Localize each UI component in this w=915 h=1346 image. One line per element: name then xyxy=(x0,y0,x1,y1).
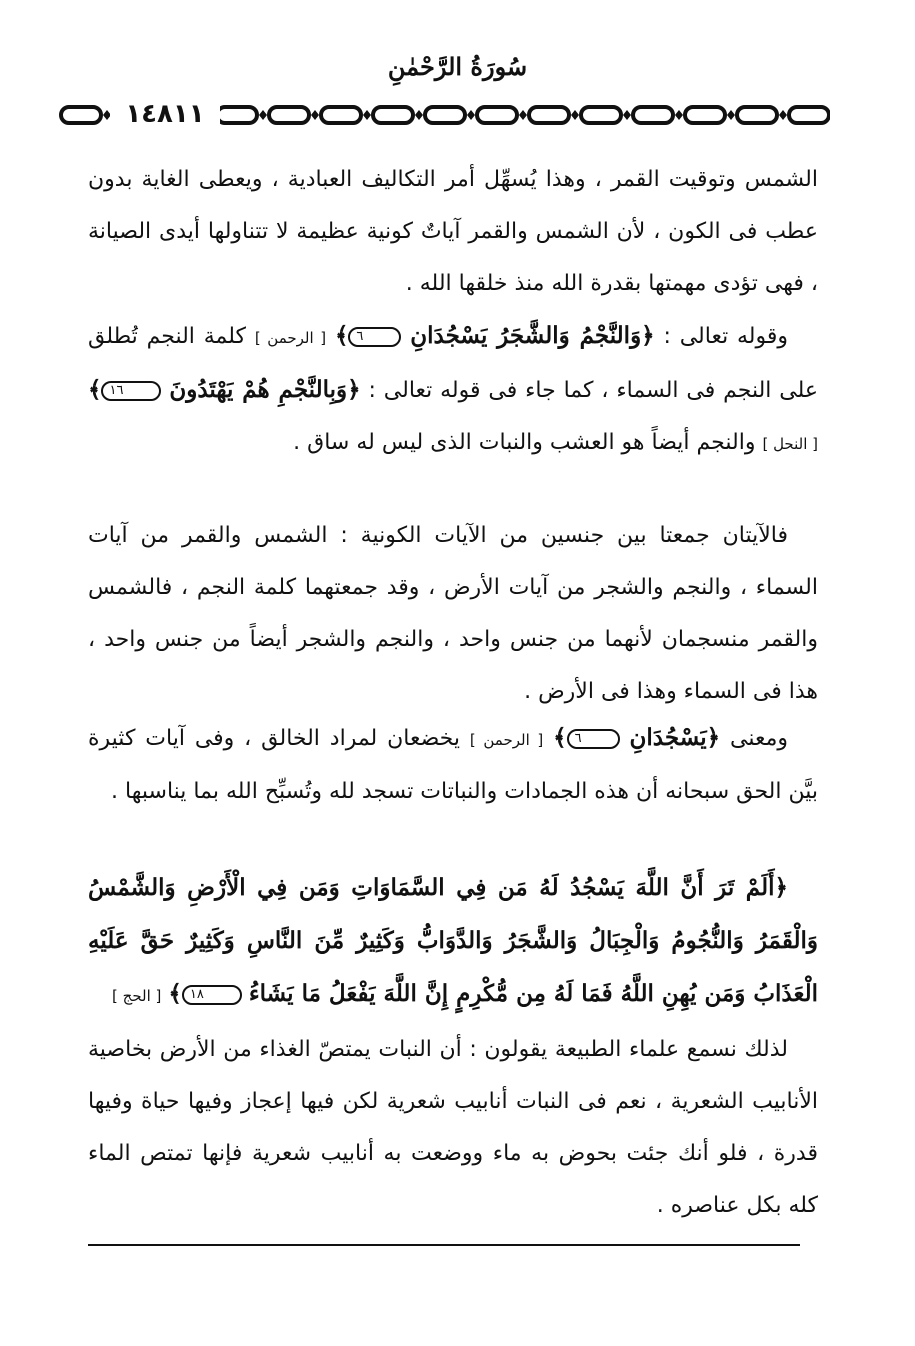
paragraph-3-text: فالآيتان جمعتا بين جنسين من الآيات الكونية : الشمس والقمر من آيات السماء ، والنجم والشجر من آيات الأرض ، وقد جمعتهما كلمة النجم ، فالشمس والقمر منسجمان لأنهما من جنس واحد ، والنجم والشجر أيضاً من جنس واحد ، هذا فى السماء وهذا فى الأرض . xyxy=(88,523,818,704)
p2-quran-verse: ﴿وَالنَّجْمُ وَالشَّجَرُ يَسْجُدَانِ xyxy=(410,322,655,349)
p2-quran-close: ﴾ xyxy=(334,322,349,349)
ayah-number-badge: ٦ xyxy=(348,327,401,347)
paragraph-6-text: لذلك نسمع علماء الطبيعة يقولون : أن النبات يمتصّ الغذاء من الأرض بخاصية الأنابيب الشعرية ، نعم فى النبات أنابيب شعرية لكن فيها إعجاز وفيها حياة وفيها قدرة ، فلو أنك جئت بحوض به ماء ووضعت به أنابيب شعرية فإنها تمتص الماء كله بكل عناصره . xyxy=(88,1037,818,1218)
p4-surah-ref: [ الرحمن ] xyxy=(469,731,544,749)
paragraph-1-text: الشمس وتوقيت القمر ، وهذا يُسهِّل أمر التكاليف العبادية ، ويعطى الغاية بدون عطب فى الكون ، لأن الشمس والقمر آياتٌ كونية عظيمة لا تتناولها أيدى الصيانة ، فهى تؤدى مهمتها بقدرة الله منذ خلقها الله . xyxy=(88,167,818,296)
p5-quran-close: ﴾ xyxy=(168,980,182,1007)
paragraph-5 xyxy=(88,862,818,1022)
p2-quran-close-2: ﴾ xyxy=(88,376,102,403)
p4-intro: ومعنى xyxy=(729,726,788,751)
p2-surah-ref: [ الرحمن ] xyxy=(254,329,327,347)
p2-intro: وقوله تعالى : xyxy=(663,324,789,349)
page-number: ١٤٨١١ xyxy=(110,95,220,133)
footer-rule xyxy=(88,1244,800,1246)
paragraph-4 xyxy=(88,712,818,818)
p2-quran-verse-2: ﴿وَبِالنَّجْمِ هُمْ يَهْتَدُونَ xyxy=(169,376,361,403)
surah-title: سُورَةُ الرَّحْمٰنِ xyxy=(387,52,528,81)
paragraph-1 xyxy=(88,154,818,310)
paragraph-3 xyxy=(88,510,818,718)
p4-quran-verse: ﴿يَسْجُدَانِ xyxy=(629,724,721,751)
p4-quran-close: ﴾ xyxy=(553,724,567,751)
p2-surah-ref-2: [ النحل ] xyxy=(762,435,818,453)
p2-ending: والنجم أيضاً هو العشب والنبات الذى ليس له ساق . xyxy=(293,430,756,455)
paragraph-6 xyxy=(88,1024,818,1232)
ayah-number-badge-4: ١٨ xyxy=(182,985,242,1005)
ayah-number-badge-3: ٦ xyxy=(567,729,620,749)
p5-surah-ref: [ الحج ] xyxy=(112,987,162,1005)
paragraph-2 xyxy=(88,310,818,470)
p4-body: يخضعان لمراد الخالق ، وفى آيات كثيرة بيَّن الحق سبحانه أن هذه الجمادات والنباتات تسجد لله وتُسبِّح الله بما يناسبها . xyxy=(88,726,818,804)
p5-quran-verse: ﴿أَلَمْ تَرَ أَنَّ اللَّهَ يَسْجُدُ لَهُ مَن فِي السَّمَاوَاتِ وَمَن فِي الْأَرْضِ وَالشَّمْسُ وَالْقَمَرُ وَالنُّجُومُ وَالْجِبَالُ وَالشَّجَرُ وَالدَّوَابُّ وَكَثِيرٌ مِّنَ النَّاسِ وَكَثِيرٌ حَقَّ عَلَيْهِ الْعَذَابُ وَمَن يُهِنِ اللَّهُ فَمَا لَهُ مِن مُّكْرِمٍ إِنَّ اللَّهَ يَفْعَلُ مَا يَشَاءُ xyxy=(88,874,818,1007)
ayah-number-badge-2: ١٦ xyxy=(101,381,161,401)
p2-body: كلمة النجم تُطلق على النجم فى السماء ، كما جاء فى قوله تعالى : xyxy=(88,324,819,403)
